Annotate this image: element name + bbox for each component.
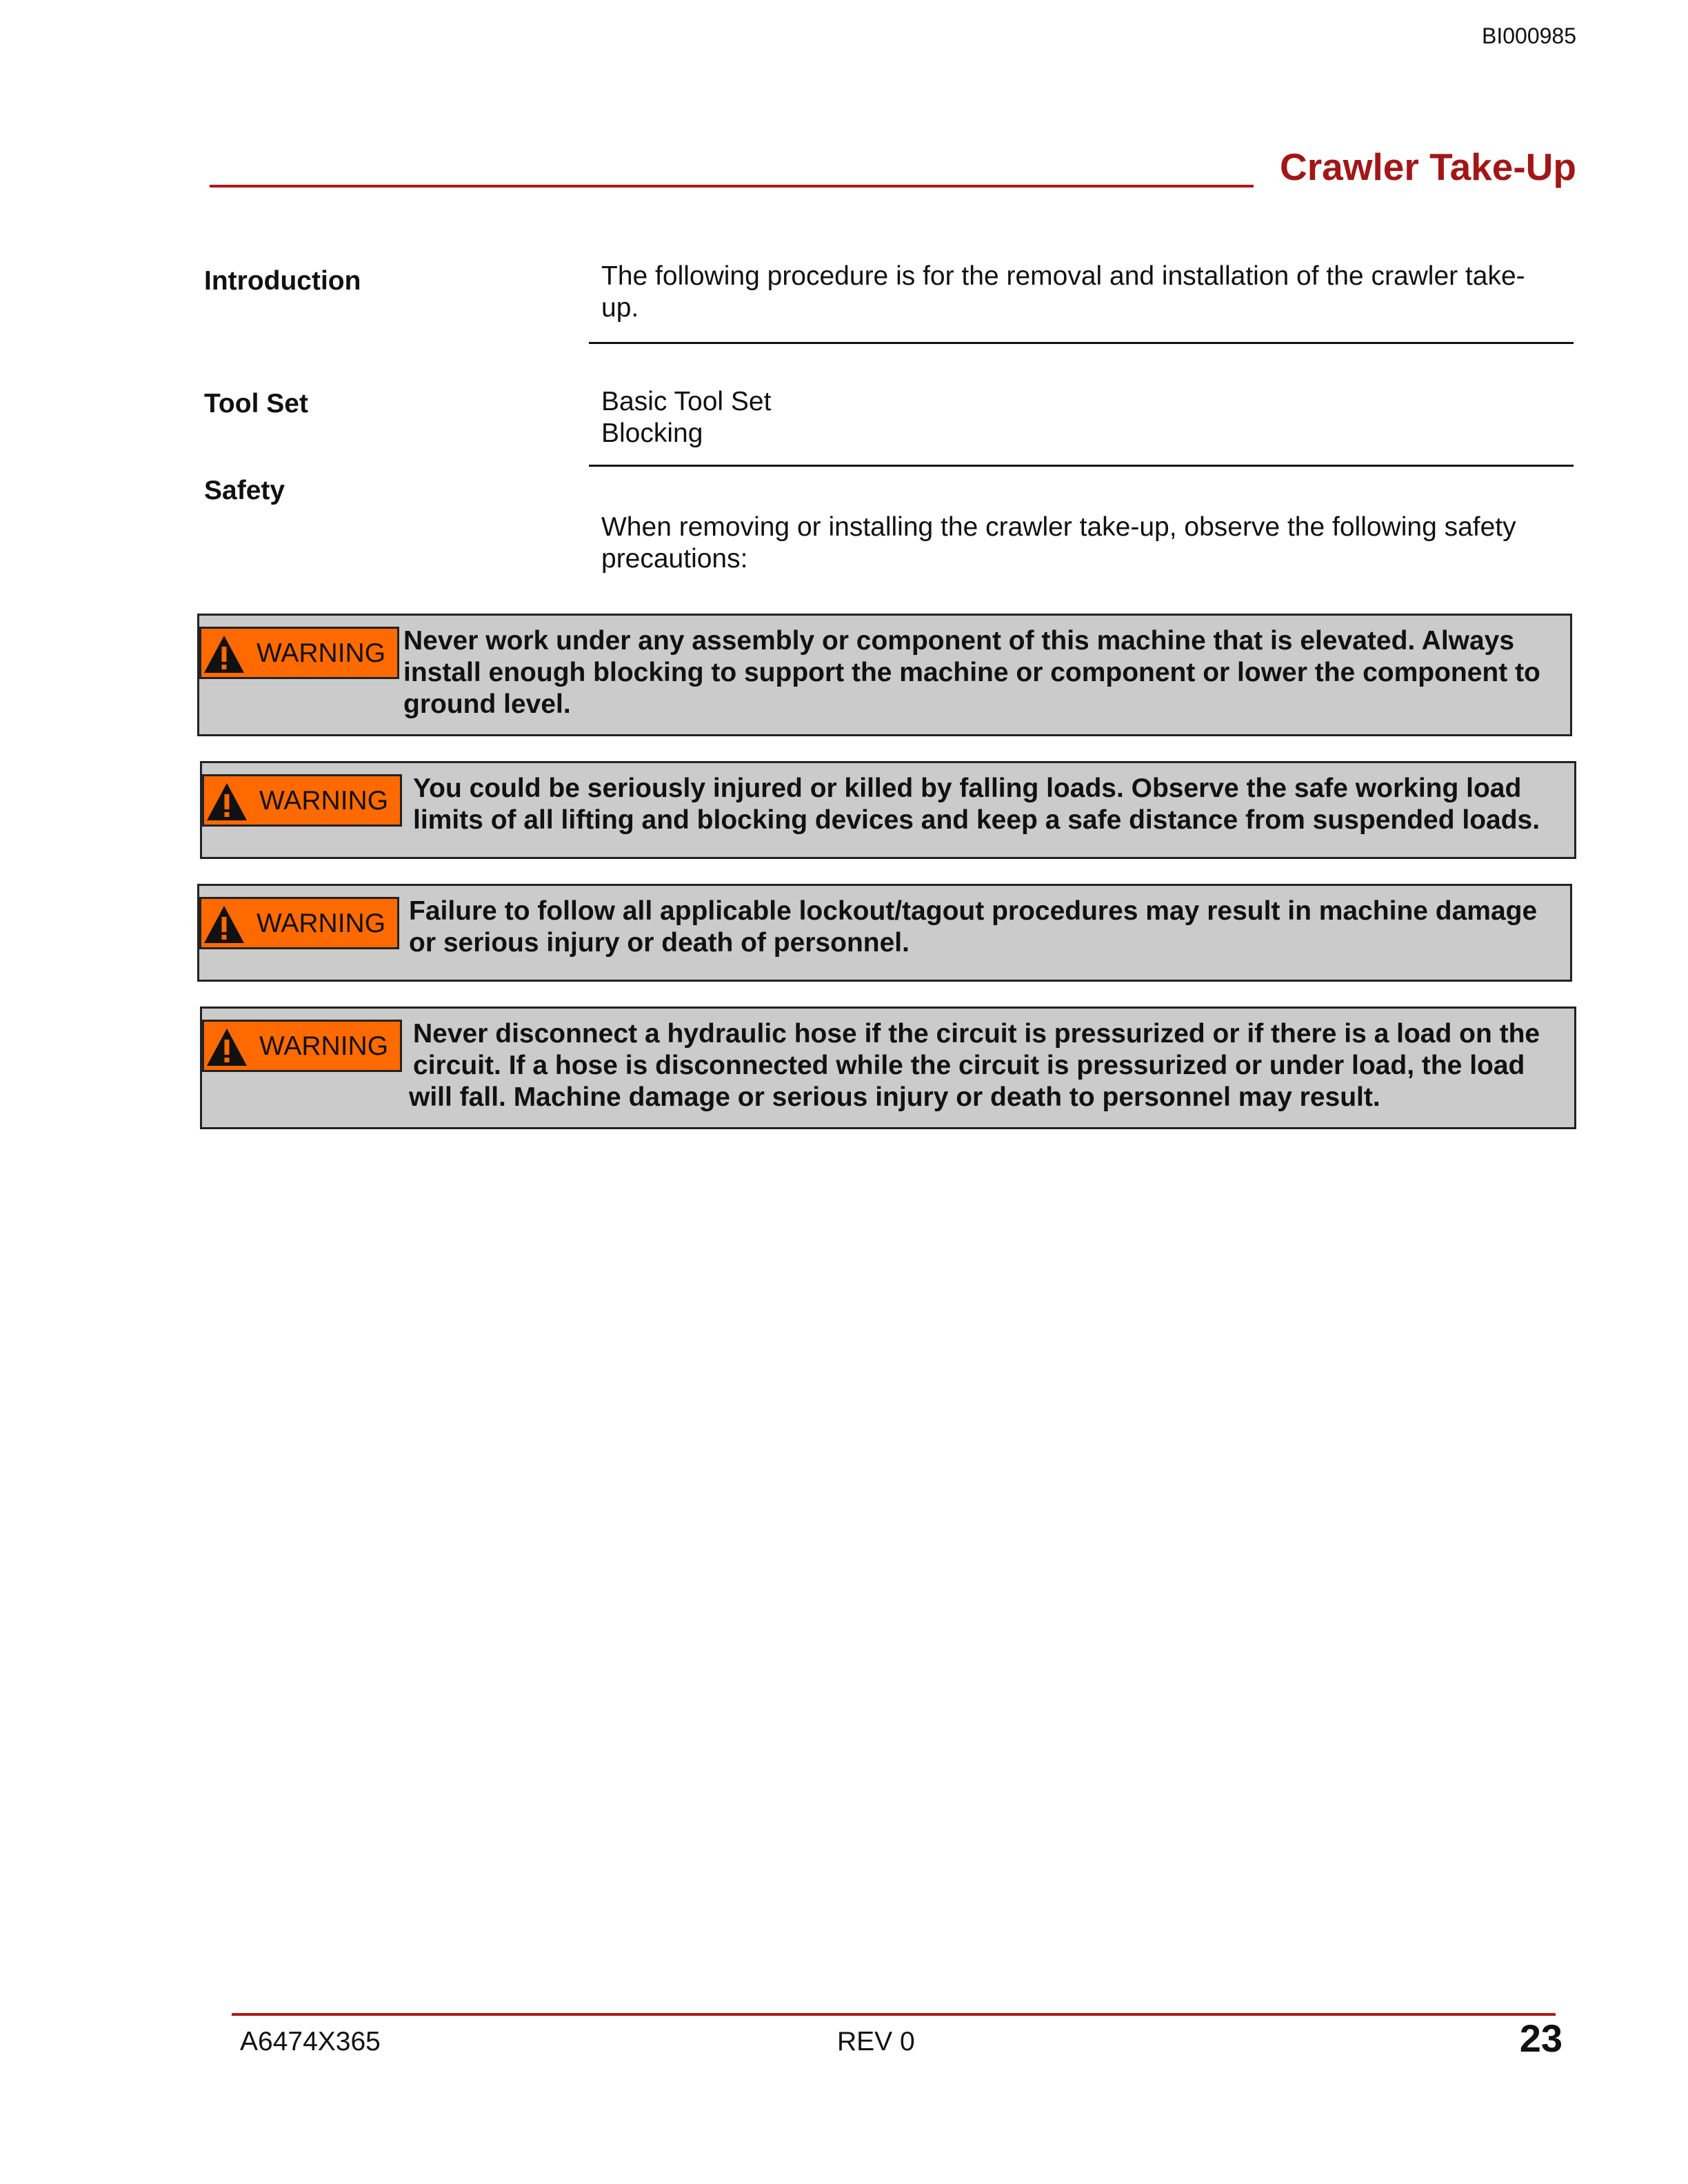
warning-message-line: will fall. Machine damage or serious injury or death to personnel may result. xyxy=(409,1082,1380,1112)
warning-triangle-icon xyxy=(205,782,248,822)
footer-doc-number: A6474X365 xyxy=(240,2027,381,2056)
warning-box xyxy=(200,761,1576,859)
safety-text xyxy=(601,512,1567,575)
warning-triangle-icon xyxy=(203,634,245,674)
footer-revision: REV 0 xyxy=(837,2027,915,2056)
warning-triangle-icon xyxy=(203,904,245,944)
warning-label: WARNING xyxy=(259,786,389,816)
tool-set-list xyxy=(601,386,1567,449)
introduction-label: Introduction xyxy=(204,266,361,296)
footer-rule xyxy=(232,2013,1556,2016)
warning-label: WARNING xyxy=(257,909,386,938)
warning-message-line: or serious injury or death of personnel. xyxy=(409,928,910,958)
warning-message-line: ground level. xyxy=(403,689,571,719)
warning-message-line: Never work under any assembly or component of this machine that is elevated. Always xyxy=(403,626,1515,656)
warning-label: WARNING xyxy=(259,1031,389,1061)
warning-message-line: Never disconnect a hydraulic hose if the circuit is pressurized or if there is a load on the xyxy=(413,1019,1540,1049)
section-divider xyxy=(589,342,1574,344)
introduction-line: The following procedure is for the removal and installation of the crawler take- xyxy=(601,261,1525,291)
introduction-line: up. xyxy=(601,293,639,323)
page-number: 23 xyxy=(1519,2016,1563,2060)
warning-label: WARNING xyxy=(257,638,386,668)
warning-message-line: Failure to follow all applicable lockout/tagout procedures may result in machine damage xyxy=(409,896,1538,926)
warning-tag xyxy=(199,897,399,949)
tool-set-label: Tool Set xyxy=(204,389,308,418)
title-rule xyxy=(210,185,1254,188)
warning-tag xyxy=(199,627,399,679)
warning-message-line: limits of all lifting and blocking devices and keep a safe distance from suspended loads. xyxy=(413,805,1540,835)
safety-line: precautions: xyxy=(601,544,748,574)
introduction-text xyxy=(601,261,1567,324)
section-divider xyxy=(589,465,1574,467)
tool-set-item: Blocking xyxy=(601,418,703,448)
warning-message-line: You could be seriously injured or killed by falling loads. Observe the safe working load xyxy=(413,774,1522,803)
safety-line: When removing or installing the crawler take-up, observe the following safety xyxy=(601,512,1516,542)
warning-tag xyxy=(202,1020,402,1072)
warning-message-line: install enough blocking to support the machine or component or lower the component to xyxy=(403,658,1540,687)
warning-message-line: circuit. If a hose is disconnected while the circuit is pressurized or under load, the load xyxy=(413,1051,1525,1080)
warning-box xyxy=(197,614,1572,736)
warning-box xyxy=(197,884,1572,982)
warning-triangle-icon xyxy=(205,1027,248,1067)
document-id: BI000985 xyxy=(1481,23,1576,48)
page-title: Crawler Take-Up xyxy=(1280,145,1576,188)
warning-box xyxy=(200,1007,1576,1129)
warning-tag xyxy=(202,774,402,827)
safety-label: Safety xyxy=(204,476,285,505)
tool-set-item: Basic Tool Set xyxy=(601,387,772,416)
